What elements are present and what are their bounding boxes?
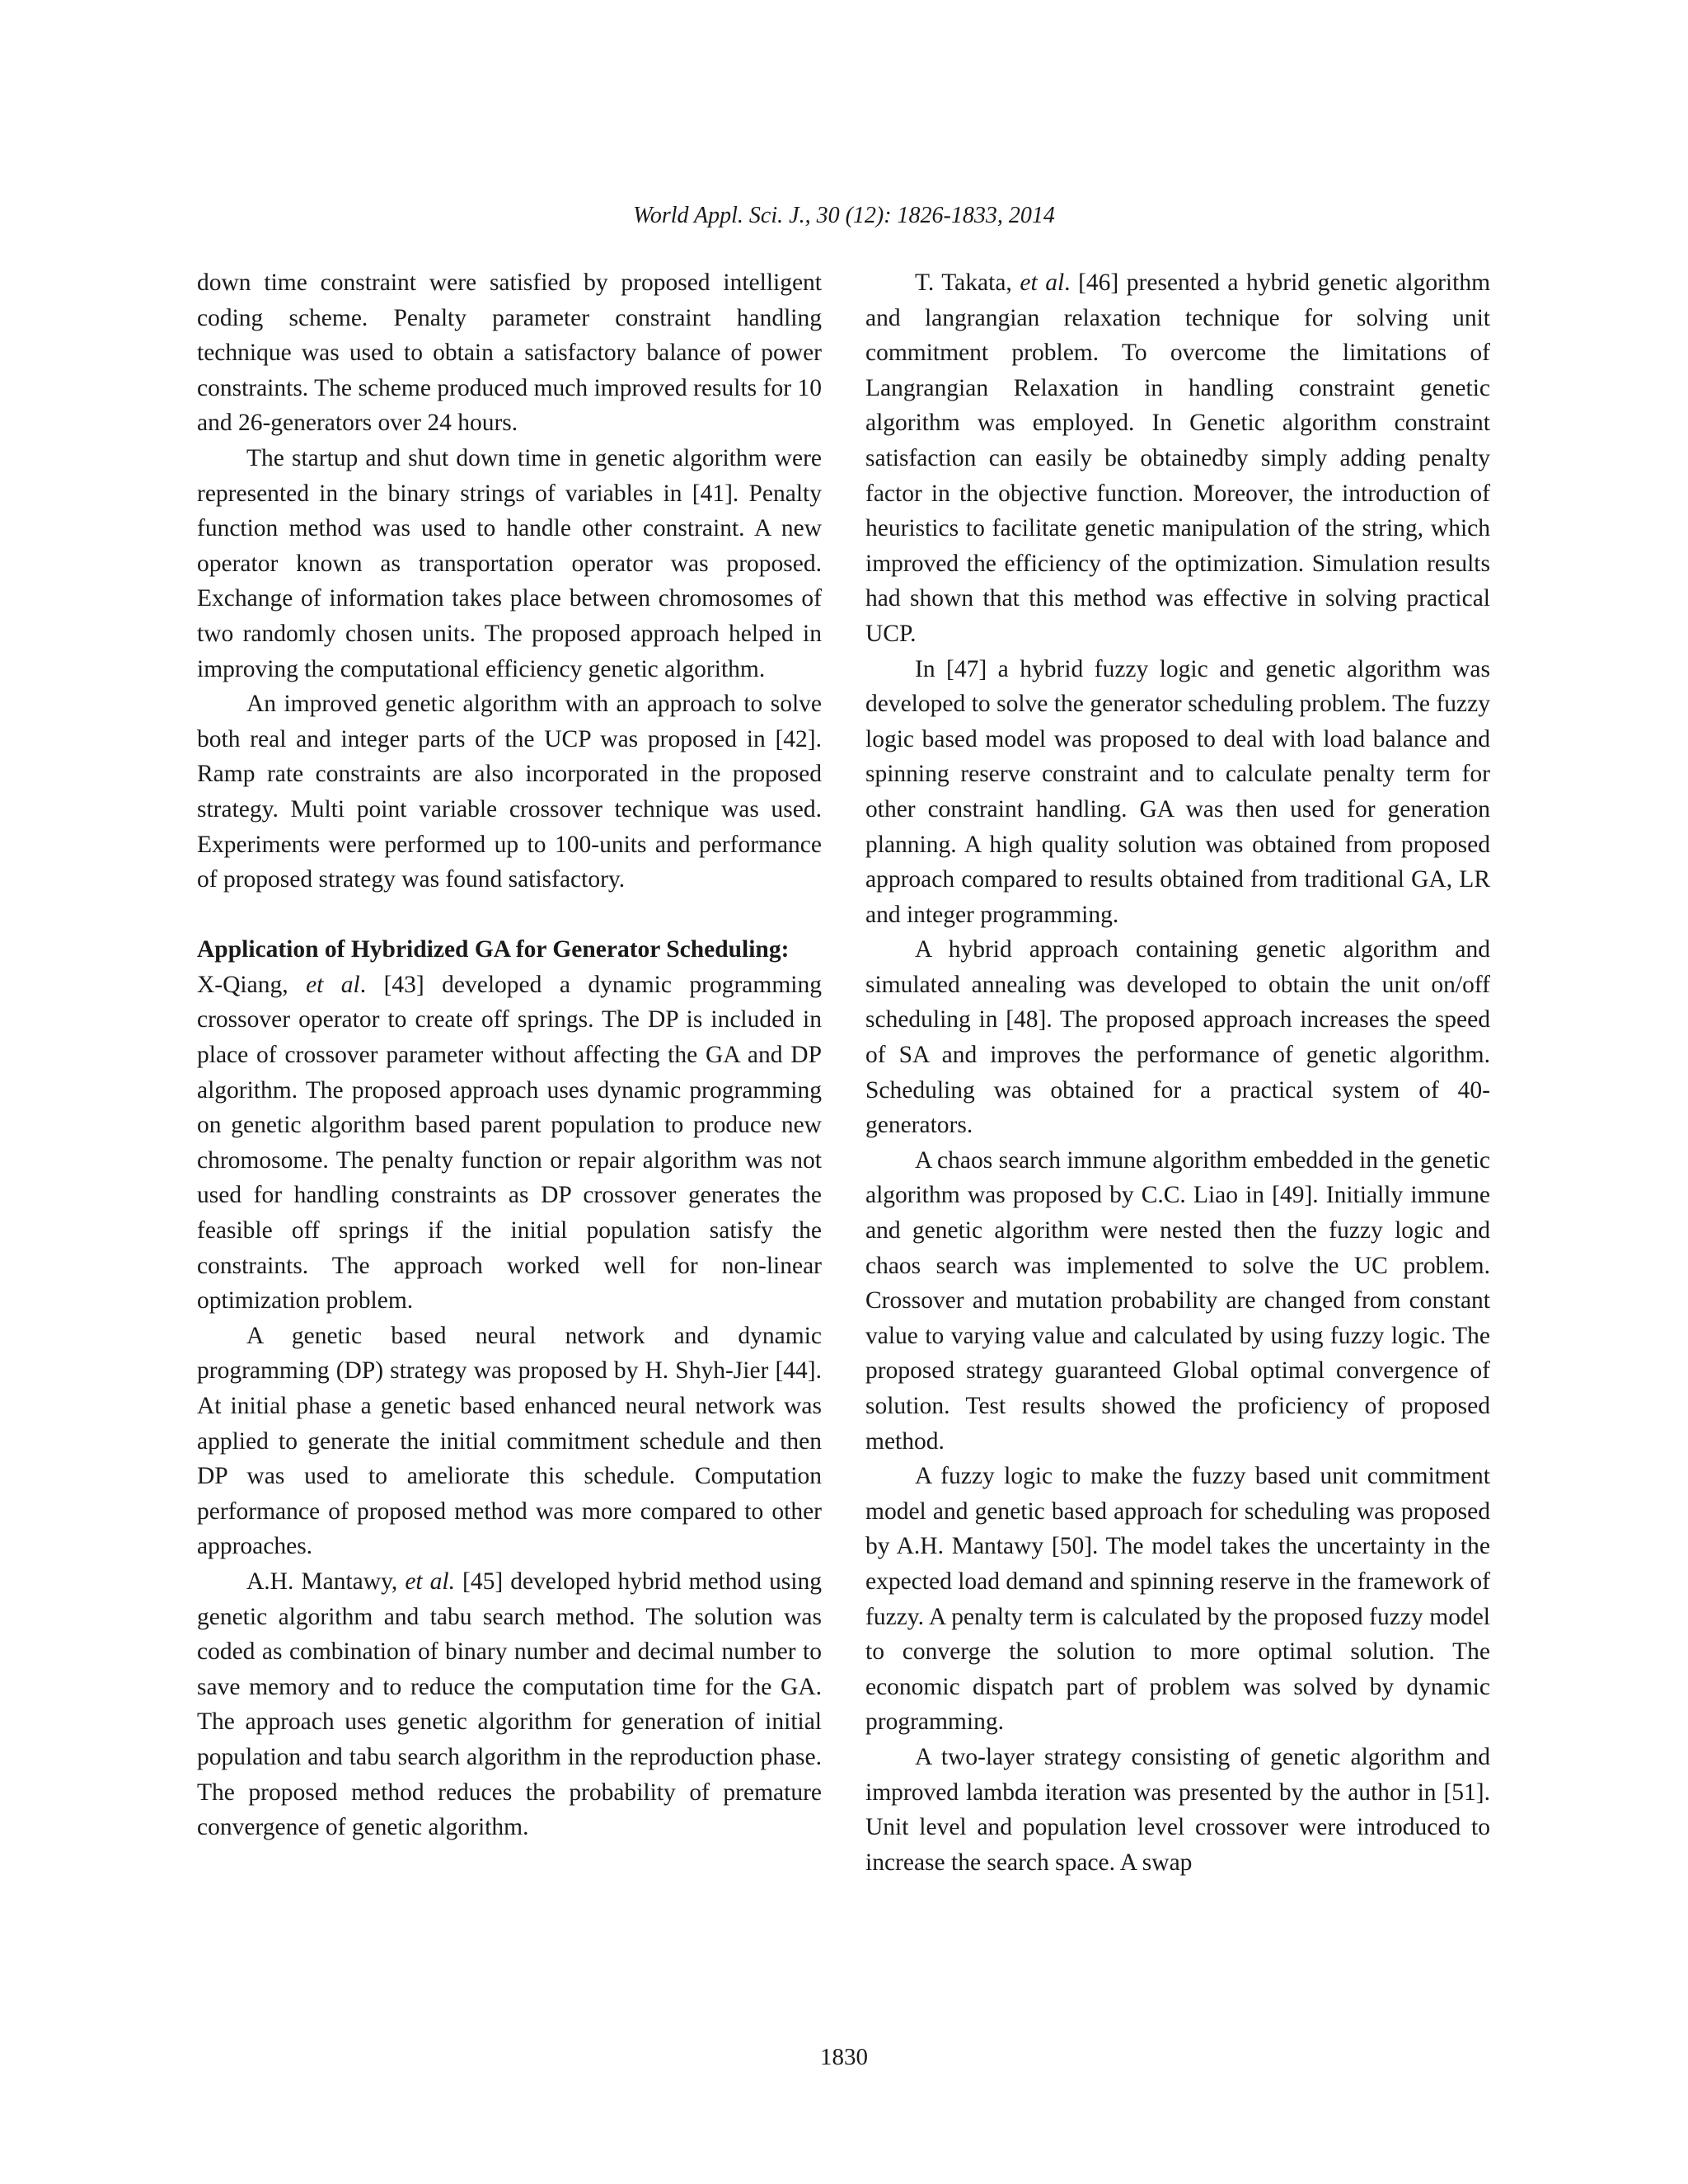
paragraph: A genetic based neural network and dynamic programming (DP) strategy was proposed by H. Shyh-Jier [44]. At initial phase a genetic based enhanced neural network was applied to generate the initial commitment schedule and then DP was used to ameliorate this schedule. Computation performance of proposed method was more compared to other approaches. [197,1322,822,1560]
page-number: 1830 [820,2044,868,2070]
paragraph-text: . [43] developed a dynamic programming crossover operator to create off springs. The DP is included in place of crossover parameter without affecting the GA and DP algorithm. The proposed approach uses dynamic programming on genetic algorithm based parent population to produce new chromosome. The penalty function or repair algorithm was not used for handling constraints as DP crossover generates the feasible off springs if the initial population satisfy the constraints. The approach worked well for non-linear optimization problem. [197,971,822,1315]
paragraph [865,265,1490,652]
et-al: et al. [405,1568,455,1595]
right-column [865,265,1490,1880]
author-name: A.H. Mantawy, [246,1568,398,1595]
paragraph: The startup and shut down time in genetic algorithm were represented in the binary strings of variables in [41]. Penalty function method was used to handle other constraint. A new operator known as transportation operator was proposed. Exchange of information takes place between chromosomes of two randomly chosen units. The proposed approach helped in improving the computational efficiency genetic algorithm. [197,444,822,682]
author-name: T. Takata, [915,269,1012,296]
et-al: et al [1020,269,1065,296]
left-column [197,265,822,1845]
paragraph: A fuzzy logic to make the fuzzy based unit commitment model and genetic based approach for scheduling was proposed by A.H. Mantawy [50]. The model takes the uncertainty in the expected load demand and spinning reserve in the framework of fuzzy. A penalty term is calculated by the proposed fuzzy model to converge the solution to more optimal solution. The economic dispatch part of problem was solved by dynamic programming. [865,1463,1490,1736]
author-name: X-Qiang, [197,971,288,998]
section-heading-paragraph [197,932,822,1319]
paragraph [197,1564,822,1845]
et-al: et al [306,971,360,998]
paragraph: An improved genetic algorithm with an approach to solve both real and integer parts of the UCP was proposed in [42]. Ramp rate constraints are also incorporated in the proposed strategy. Multi point variable crossover technique was used. Experiments were performed up to 100-units and performance of proposed strategy was found satisfactory. [197,691,822,893]
paragraph-spacer [197,898,822,933]
paragraph: A hybrid approach containing genetic algorithm and simulated annealing was developed to obtain the unit on/off scheduling in [48]. The proposed approach increases the speed of SA and improves the performance of genetic algorithm. Scheduling was obtained for a practical system of 40-generators. [865,936,1490,1139]
paragraph: down time constraint were satisfied by proposed intelligent coding scheme. Penalty parameter constraint handling technique was used to obtain a satisfactory balance of power constraints. The scheme produced much improved results for 10 and 26-generators over 24 hours. [197,269,822,437]
paragraph-text: [45] developed hybrid method using genetic algorithm and tabu search method. The solution was coded as combination of binary number and decimal number to save memory and to reduce the computation time for the GA. The approach uses genetic algorithm for generation of initial population and tabu search algorithm in the reproduction phase. The proposed method reduces the probability of premature convergence of genetic algorithm. [197,1568,822,1841]
section-heading: Application of Hybridized GA for Generator Scheduling: [197,936,790,963]
paragraph: A two-layer strategy consisting of genetic algorithm and improved lambda iteration was presented by the author in [51]. Unit level and population level crossover were introduced to increase the search space. A swap [865,1743,1490,1876]
paragraph: In [47] a hybrid fuzzy logic and genetic algorithm was developed to solve the generator scheduling problem. The fuzzy logic based model was proposed to deal with load balance and spinning reserve constraint and to calculate penalty term for other constraint handling. GA was then used for generation planning. A high quality solution was obtained from proposed approach compared to results obtained from traditional GA, LR and integer programming. [865,655,1490,928]
paragraph: A chaos search immune algorithm embedded in the genetic algorithm was proposed by C.C. Liao in [49]. Initially immune and genetic algorithm were nested then the fuzzy logic and chaos search was implemented to solve the UC problem. Crossover and mutation probability are changed from constant value to varying value and calculated by using fuzzy logic. The proposed strategy guaranteed Global optimal convergence of solution. Test results showed the proficiency of proposed method. [865,1146,1490,1455]
running-header: World Appl. Sci. J., 30 (12): 1826-1833, 2014 [633,203,1055,228]
paragraph-text: . [46] presented a hybrid genetic algorithm and langrangian relaxation technique for solving unit commitment problem. To overcome the limitations of Langrangian Relaxation in handling constraint genetic algorithm was employed. In Genetic algorithm constraint satisfaction can easily be obtainedby simply adding penalty factor in the objective function. Moreover, the introduction of heuristics to facilitate genetic manipulation of the string, which improved the efficiency of the optimization. Simulation results had shown that this method was effective in solving practical UCP. [865,269,1491,647]
